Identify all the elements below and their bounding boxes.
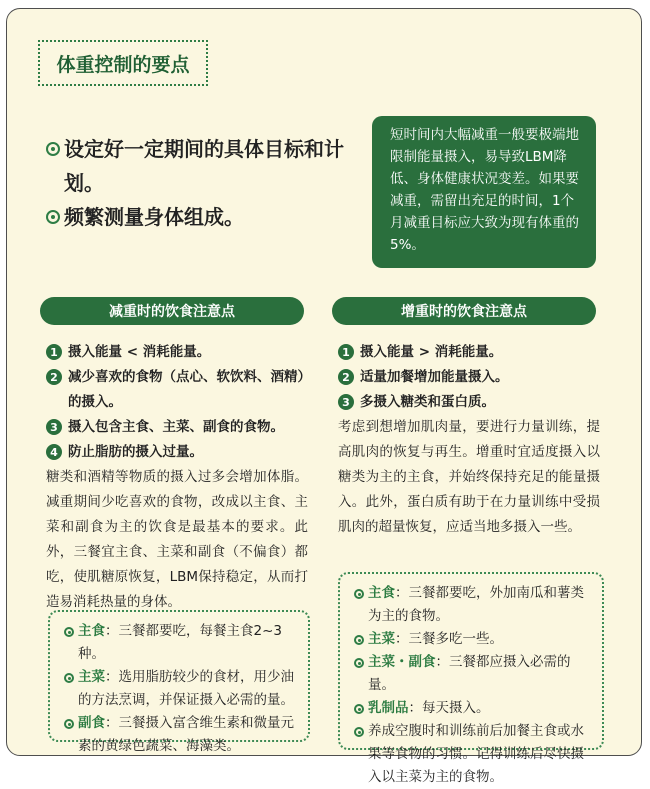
bullet-icon: [354, 635, 364, 645]
tip-item: [64, 666, 300, 712]
tip-label: 主菜・副食: [368, 654, 436, 670]
bullet-icon: [46, 210, 60, 224]
loss-item-text: 摄入能量 < 消耗能量。: [68, 344, 211, 360]
tip-label: 主食: [368, 585, 395, 601]
tip-text: ：每天摄入。: [408, 700, 490, 716]
tip-item: [354, 697, 594, 720]
number-badge: 3: [338, 394, 354, 410]
tip-text: ：三餐摄入富含维生素和微量元素的黄绿色蔬菜、海藻类。: [78, 715, 294, 754]
loss-item: [46, 415, 308, 440]
bullet-icon: [354, 727, 364, 737]
number-badge: 2: [46, 369, 62, 385]
loss-item: [46, 340, 308, 365]
gain-tips-box: [338, 572, 604, 785]
number-badge: 1: [338, 344, 354, 360]
tip-label: 副食: [78, 715, 105, 731]
goal-item: [46, 200, 366, 234]
tip-text: ：三餐多吃一些。: [395, 631, 503, 647]
bullet-icon: [64, 719, 74, 729]
gain-item-text: 适量加餐增加能量摄入。: [360, 369, 509, 385]
tip-text: ：选用脂肪较少的食材，用少油的方法烹调，并保证摄入必需的量。: [78, 669, 294, 708]
bullet-icon: [64, 673, 74, 683]
bullet-icon: [354, 589, 364, 599]
number-badge: 4: [46, 444, 62, 460]
bullet-icon: [46, 142, 60, 156]
tip-text: ：三餐都要吃，每餐主食2~3种。: [78, 623, 282, 662]
bullet-icon: [354, 658, 364, 668]
tip-item: [354, 651, 594, 697]
tip-text: ：三餐都要吃，外加南瓜和薯类为主的食物。: [368, 585, 584, 624]
tip-item: [64, 712, 300, 758]
gain-paragraph: 考虑到想增加肌肉量，要进行力量训练，提高肌肉的恢复与再生。增重时宜适度摄入以糖类为主的主食，并始终保持充足的能量摄入。此外，蛋白质有助于在力量训练中受损肌肉的超量恢复，应适当地多摄入一些。: [338, 419, 600, 535]
loss-item-text: 摄入包含主食、主菜、副食的食物。: [68, 419, 284, 435]
goals-list: [46, 132, 366, 234]
loss-item: [46, 365, 308, 415]
gain-item: [338, 390, 600, 415]
goal-text: 频繁测量身体组成。: [64, 205, 244, 229]
bullet-icon: [354, 704, 364, 714]
loss-item-text: 防止脂肪的摄入过量。: [68, 444, 203, 460]
loss-tips-box: [48, 610, 310, 754]
tip-item: [354, 628, 594, 651]
loss-column: [46, 340, 308, 615]
goal-text: 设定好一定期间的具体目标和计划。: [64, 137, 344, 195]
note-box: 短时间内大幅减重一般要极端地限制能量摄入，易导致LBM降低、身体健康状况变差。如果要减重，需留出充足的时间，1个月减重目标应大致为现有体重的5%。: [372, 116, 596, 268]
gain-item-text: 多摄入糖类和蛋白质。: [360, 394, 495, 410]
tip-text: ：三餐都应摄入必需的量。: [368, 654, 571, 693]
tip-label: 主食: [78, 623, 105, 639]
tip-item: [354, 582, 594, 628]
tip-label: 乳制品: [368, 700, 409, 716]
gain-item: [338, 365, 600, 390]
tip-item: [64, 620, 300, 666]
gain-item: [338, 340, 600, 365]
tip-item: [354, 720, 594, 789]
gain-item-text: 摄入能量 > 消耗能量。: [360, 344, 503, 360]
tip-label: 主菜: [78, 669, 105, 685]
number-badge: 3: [46, 419, 62, 435]
number-badge: 2: [338, 369, 354, 385]
tip-label: 主菜: [368, 631, 395, 647]
tip-text: 养成空腹时和训练前后加餐主食或水果等食物的习惯。记得训练后尽快摄入以主菜为主的食物。: [368, 723, 584, 785]
goal-item: [46, 132, 366, 200]
loss-item-text: 减少喜欢的食物（点心、软饮料、酒精）的摄入。: [68, 369, 305, 410]
loss-paragraph: 糖类和酒精等物质的摄入过多会增加体脂。减重期间少吃喜欢的食物，改成以主食、主菜和副食为主的饮食是最基本的要求。此外，三餐宜主食、主菜和副食（不偏食）都吃，使肌糖原恢复，LBM保持稳定，从而打造易消耗热量的身体。: [46, 469, 308, 610]
gain-header: 增重时的饮食注意点: [332, 297, 596, 325]
loss-item: [46, 440, 308, 465]
loss-header: 减重时的饮食注意点: [40, 297, 304, 325]
gain-column: [338, 340, 600, 540]
number-badge: 1: [46, 344, 62, 360]
bullet-icon: [64, 627, 74, 637]
page-title: 体重控制的要点: [38, 40, 208, 86]
